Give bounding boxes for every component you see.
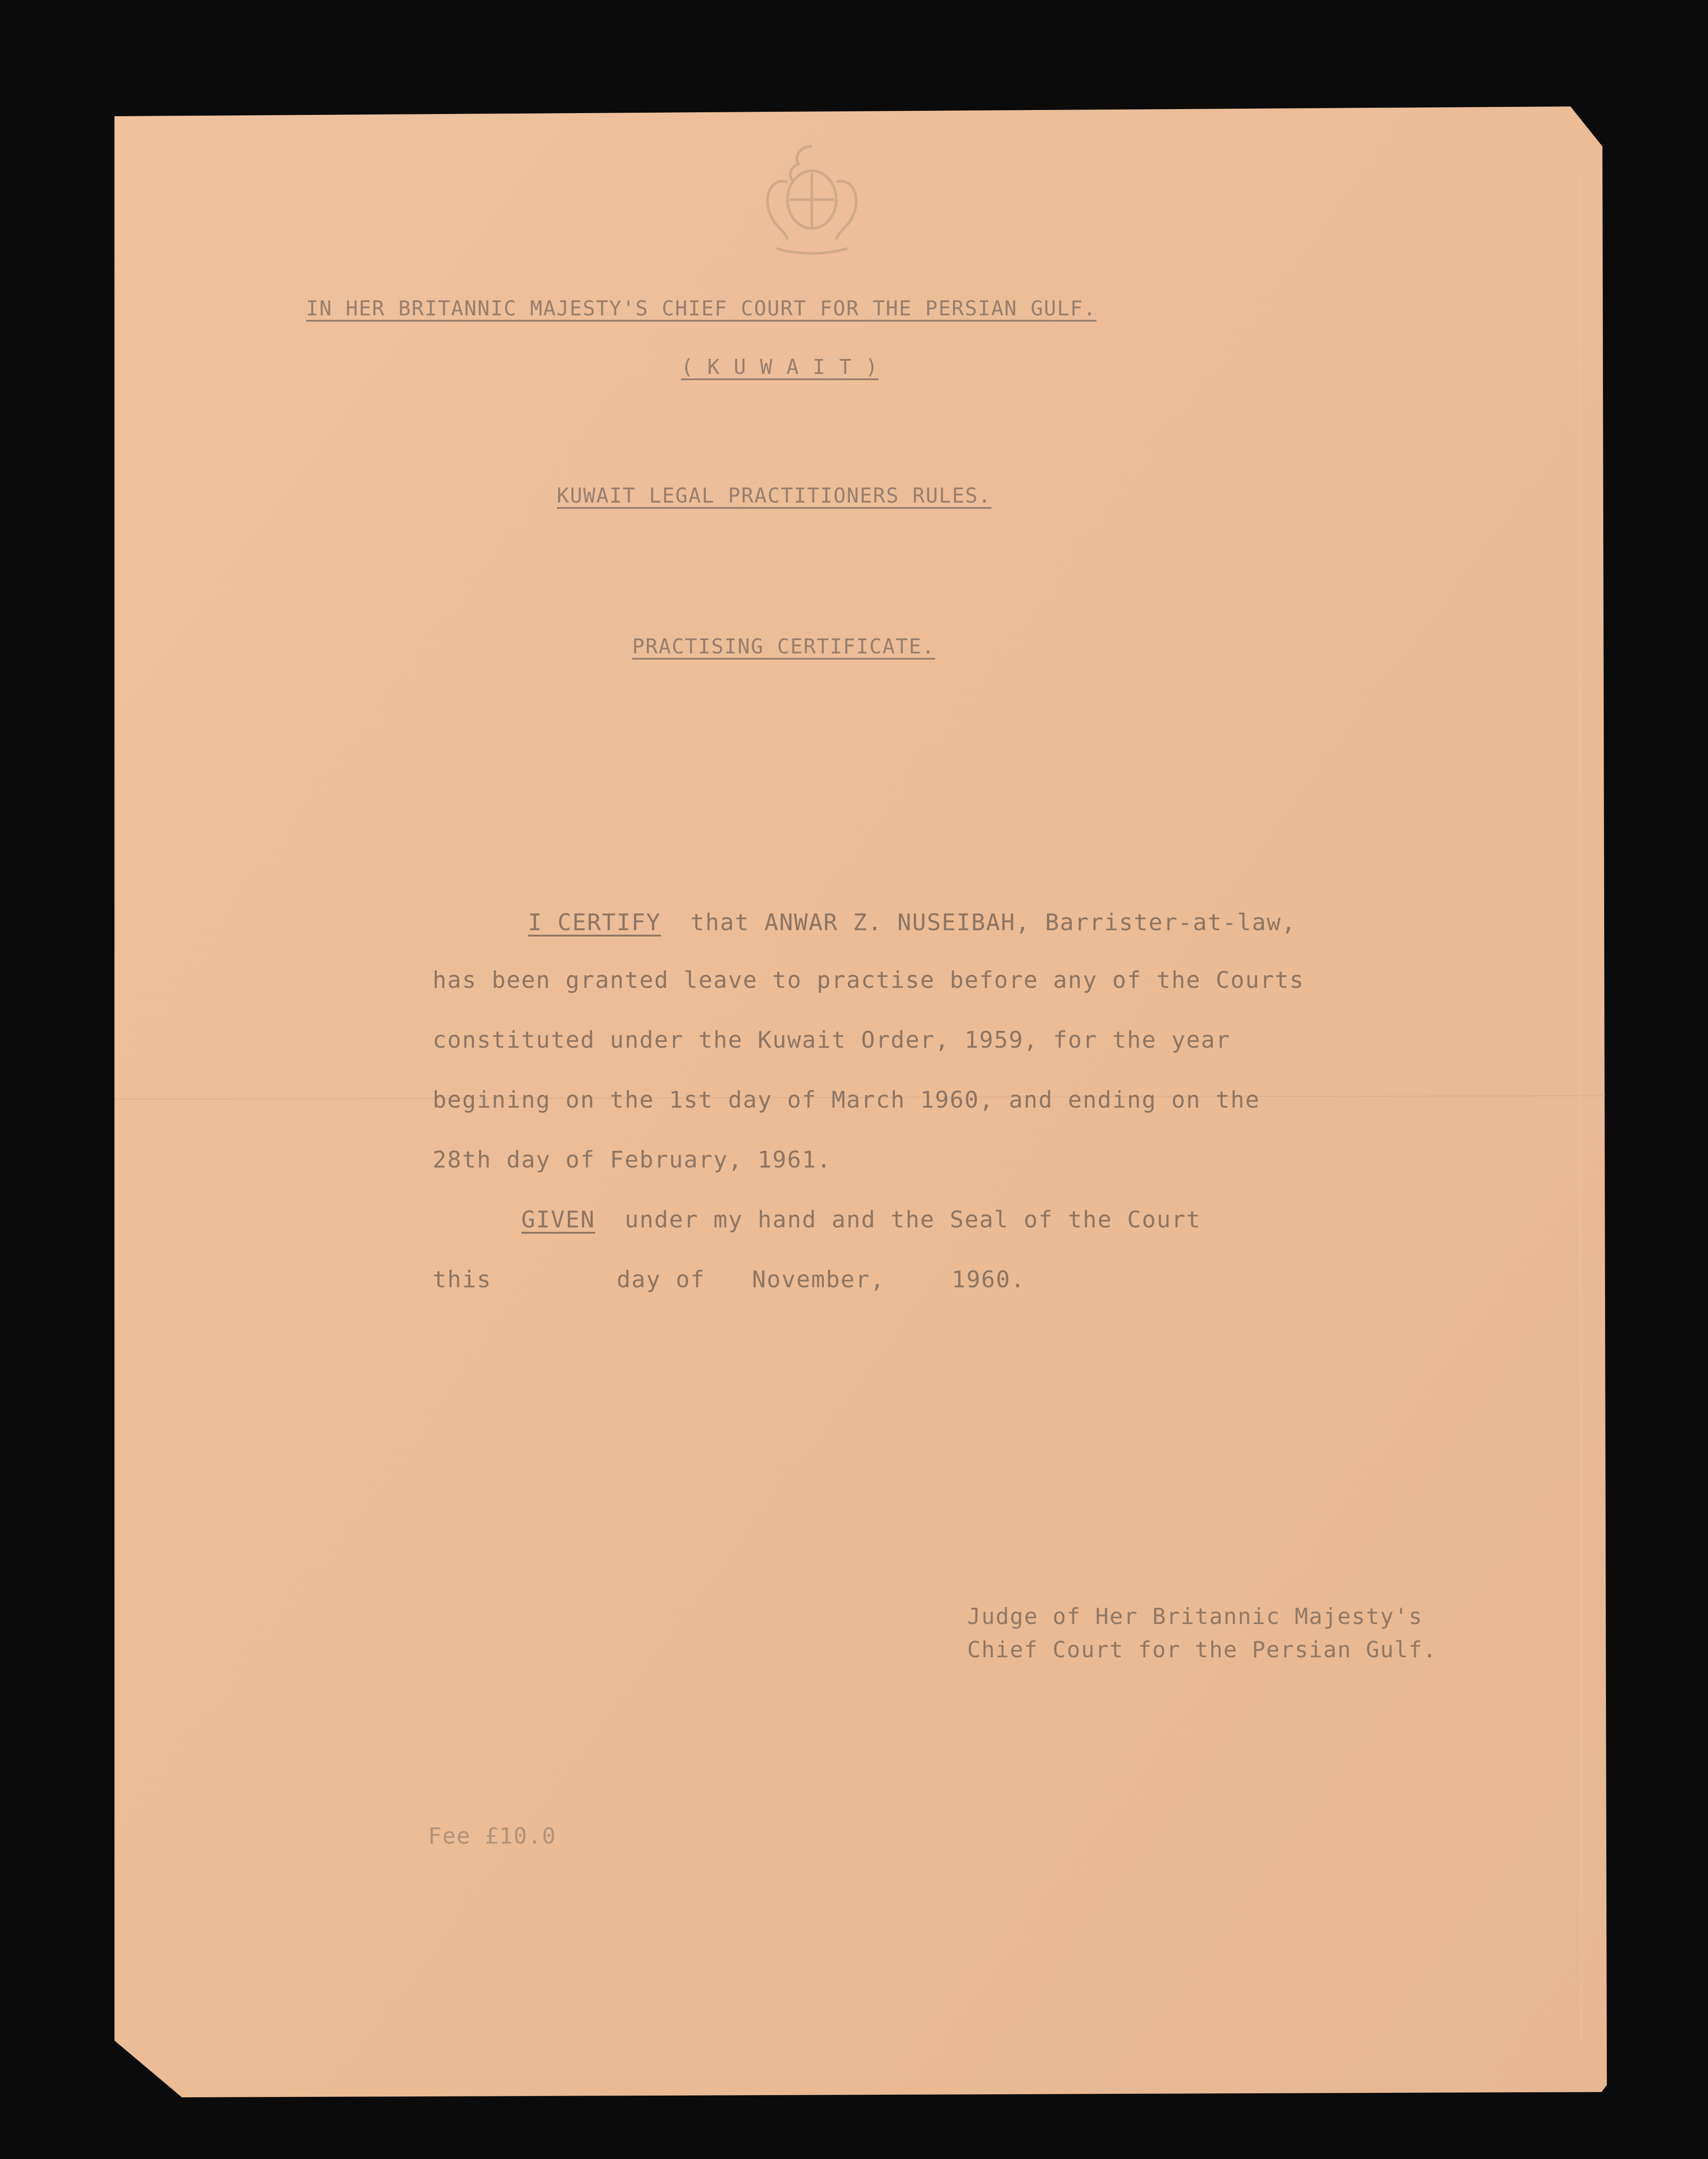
royal-crest-emblem bbox=[745, 133, 878, 262]
date-day: day of bbox=[617, 1266, 705, 1293]
location-text: K U W A I T bbox=[707, 355, 853, 379]
body-line-2: has been granted leave to practise before any of the Courts bbox=[433, 967, 1305, 994]
body-line-4: begining on the 1st day of March 1960, and ending on the bbox=[433, 1087, 1260, 1113]
date-year: 1960. bbox=[952, 1266, 1026, 1293]
body-line-5: 28th day of February, 1961. bbox=[433, 1147, 832, 1173]
given-line bbox=[521, 1207, 1201, 1233]
certificate-title: PRACTISING CERTIFICATE. bbox=[632, 634, 935, 658]
signature-line-1: Judge of Her Britannic Majesty's bbox=[967, 1604, 1423, 1629]
date-month: November, bbox=[752, 1266, 885, 1293]
certify-line bbox=[528, 909, 1296, 936]
signature-line-2: Chief Court for the Persian Gulf. bbox=[967, 1637, 1437, 1663]
certify-lead: I CERTIFY bbox=[528, 909, 661, 936]
given-rest: under my hand and the Seal of the Court bbox=[625, 1207, 1201, 1233]
court-heading: IN HER BRITANNIC MAJESTY'S CHIEF COURT FOR THE PERSIAN GULF. bbox=[306, 296, 1097, 320]
rules-title: KUWAIT LEGAL PRACTITIONERS RULES. bbox=[557, 484, 992, 507]
certify-rest: that ANWAR Z. NUSEIBAH, Barrister-at-law, bbox=[690, 909, 1296, 936]
date-this: this bbox=[433, 1266, 492, 1293]
fee-note: Fee £10.0 bbox=[428, 1823, 556, 1849]
location-heading: ( K U W A I T ) bbox=[681, 355, 879, 379]
given-lead: GIVEN bbox=[521, 1207, 595, 1233]
body-line-3: constituted under the Kuwait Order, 1959, for the year bbox=[433, 1027, 1231, 1054]
